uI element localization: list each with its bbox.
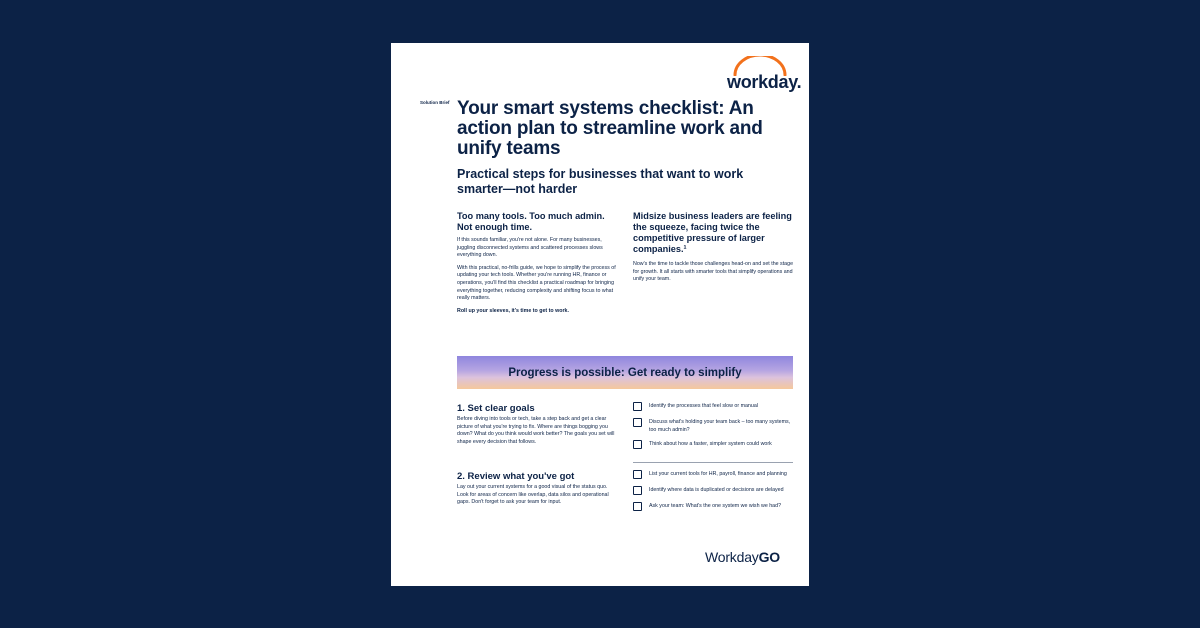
left-column-paragraph-3: Roll up your sleeves, it's time to get to work. [457, 307, 569, 314]
workday-logo [727, 56, 802, 92]
footer-logo-regular: Workday [705, 549, 759, 565]
logo-text: workday. [727, 72, 802, 92]
left-column-paragraph-1: If this sounds familiar, you're not alone. For many businesses, juggling disconnected systems and scattered processes slows everything down. [457, 237, 603, 259]
section-divider [633, 462, 793, 463]
step-1-description [457, 403, 617, 446]
document-type-label: Solution Brief [420, 100, 450, 105]
checkbox-icon[interactable] [633, 402, 642, 411]
step-1-checklist [633, 403, 793, 457]
checklist-item[interactable] [633, 487, 793, 496]
checklist-item[interactable] [633, 403, 793, 412]
right-column-heading: Midsize business leaders are feeling the squeeze, facing twice the competitive pressure of larger companies.¹ [633, 211, 792, 254]
checklist-item-label: Ask your team: What's the one system we wish we had? [649, 503, 782, 509]
document-title: Your smart systems checklist: An action plan to streamline work and unify teams [457, 98, 763, 159]
footer-logo-bold: GO [758, 549, 780, 565]
checklist-item[interactable] [633, 441, 793, 450]
checklist-item-label: Identify where data is duplicated or decisions are delayed [649, 487, 784, 493]
checkbox-icon[interactable] [633, 486, 642, 495]
checklist-item-label: Discuss what's holding your team back – too many systems, too much admin? [649, 419, 791, 433]
step-1-title: 1. Set clear goals [457, 403, 535, 414]
checklist-item[interactable] [633, 503, 793, 512]
checklist-item-label: Identify the processes that feel slow or manual [649, 403, 758, 409]
checklist-item-label: List your current tools for HR, payroll, finance and planning [649, 471, 787, 477]
right-column-paragraph-1: Now's the time to tackle those challenges head-on and set the stage for growth. It all starts with smarter tools that simplify operations and unify your team. [633, 261, 794, 283]
workday-go-logo [705, 549, 780, 565]
step-2-checklist [633, 471, 793, 519]
left-column-paragraph-2: With this practical, no-frills guide, we hope to simplify the process of updating your tech tools. Whether you're running HR, finance or operations, you'll find this checklist a practical roadmap for bringing everything together, reducing complexity and shifting focus to what really matters. [457, 264, 616, 302]
step-2-body: Lay out your current systems for a good visual of the status quo. Look for areas of concern like overlap, data silos and operational gaps. Don't forget to ask your team for input. [457, 484, 609, 506]
banner-text: Progress is possible: Get ready to simplify [508, 366, 742, 379]
checklist-item[interactable] [633, 471, 793, 480]
intro-left-column [457, 211, 617, 320]
left-column-heading: Too many tools. Too much admin. Not enough time. [457, 211, 605, 232]
checkbox-icon[interactable] [633, 418, 642, 427]
document-page [391, 43, 809, 586]
step-2-description [457, 471, 617, 507]
checkbox-icon[interactable] [633, 502, 642, 511]
checkbox-icon[interactable] [633, 440, 642, 449]
checkbox-icon[interactable] [633, 470, 642, 479]
checklist-item-label: Think about how a faster, simpler system could work [649, 441, 772, 448]
step-1-body: Before diving into tools or tech, take a step back and get a clear picture of what you're trying to fix. Where are things bogging you down? What do you think would work better? The goals you set will shape every decision that follows. [457, 416, 615, 445]
document-subtitle: Practical steps for businesses that want to work smarter—not harder [457, 167, 744, 196]
intro-right-column [633, 211, 795, 289]
step-2-title: 2. Review what you've got [457, 471, 575, 482]
section-banner [457, 356, 793, 389]
checklist-item[interactable] [633, 419, 793, 434]
